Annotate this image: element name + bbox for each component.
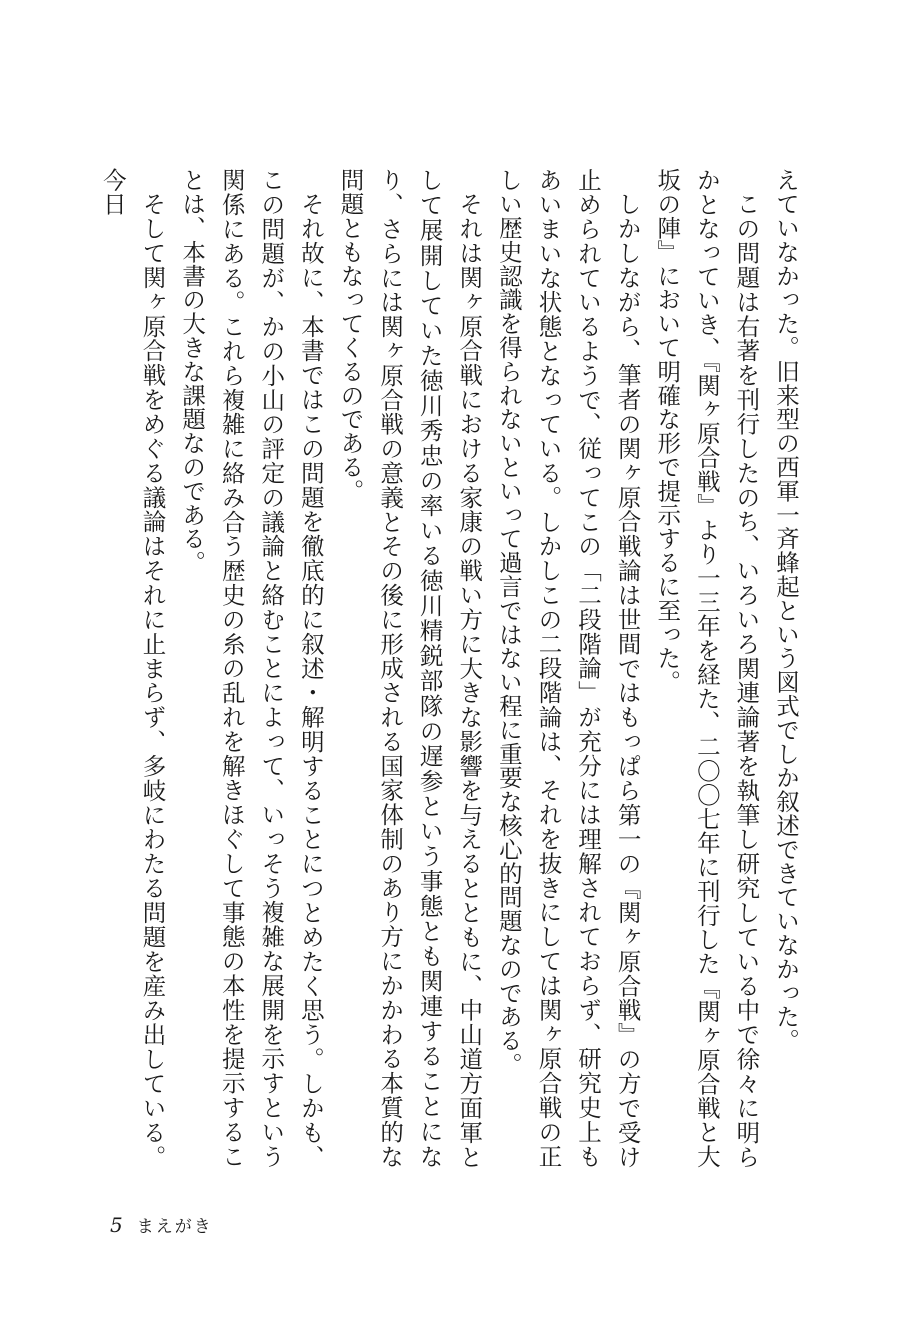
page-footer <box>110 1212 213 1242</box>
paragraph-3: しかしながら、筆者の関ヶ原合戦論は世間ではもっぱら第一の『関ヶ原合戦』の方で受け止められているようで、従ってこの「二段階論」が充分には理解されておらず、研究史上もあいまいな状態となっている。しかしこの二段階論は、それを抜きにしては関ヶ原合戦の正しい歴史認識を得られないといって過言ではない程に重要な核心的問題なのである。 <box>494 168 642 1168</box>
paragraph-1: えていなかった。旧来型の西軍一斉蜂起という図式でしか叙述できていなかった。 <box>772 168 800 1053</box>
vertical-text-body <box>85 168 805 1168</box>
paragraph-2: この問題は右著を刊行したのち、いろいろ関連論著を執筆し研究している中で徐々に明らかとなっていき、『関ヶ原合戦』より一三年を経た、二〇〇七年に刊行した『関ヶ原合戦と大坂の陣』において明確な形で提示するに至った。 <box>653 168 761 1168</box>
paragraph-6: そして関ヶ原合戦をめぐる議論はそれに止まらず、多岐にわたる問題を産み出している。今日 <box>98 168 167 1168</box>
running-title: まえがき <box>136 1217 213 1237</box>
paragraph-5: それ故に、本書ではこの問題を徹底的に叙述・解明することにつとめたく思う。しかも、この問題が、かの小山の評定の議論と絡むことによって、いっそう複雑な展開を示すという関係にある。これら複雑に絡み合う歴史の糸の乱れを解きほぐして事態の本性を提示することは、本書の大きな課題なのである。 <box>178 168 325 1168</box>
page-number: 5 <box>110 1213 123 1237</box>
paragraph-4: それは関ヶ原合戦における家康の戦い方に大きな影響を与えるとともに、中山道方面軍として展開していた徳川秀忠の率いる徳川精鋭部隊の遅参という事態とも関連することになり、さらには関ヶ原合戦の意義とその後に形成される国家体制のあり方にかかわる本質的な問題ともなってくるのである。 <box>336 168 484 1168</box>
